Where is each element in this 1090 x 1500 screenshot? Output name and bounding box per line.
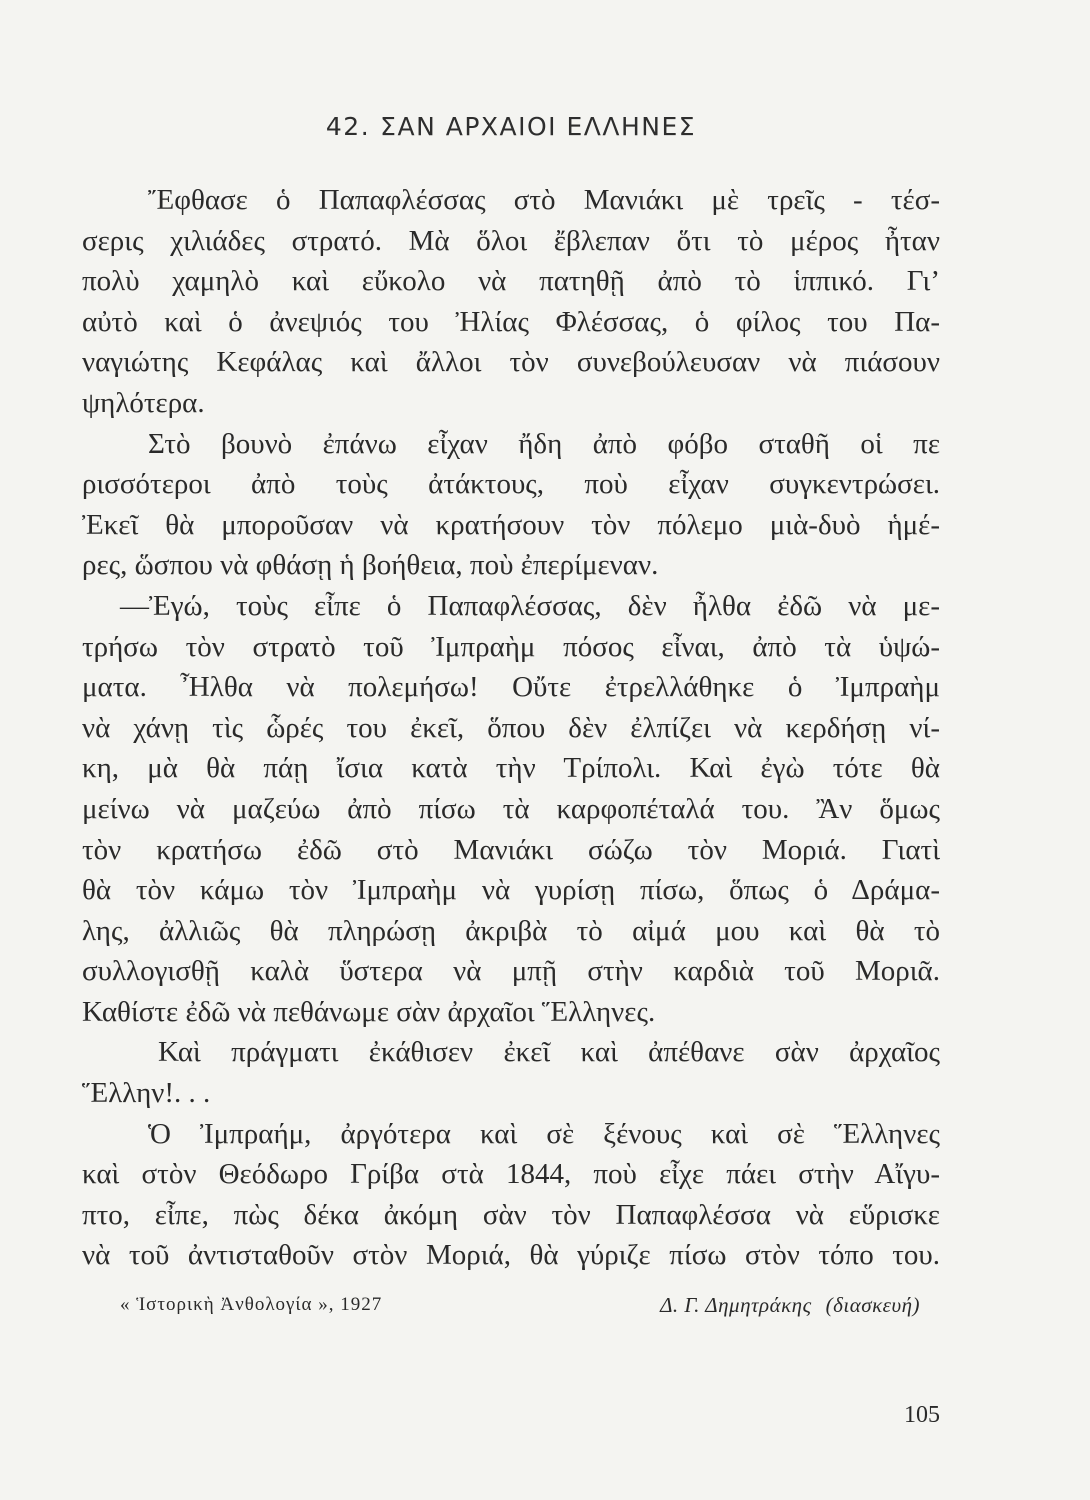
text-line: θὰ τὸν κάμω τὸν Ἰμπραὴμ νὰ γυρίσῃ πίσω, ὅπως ὁ Δράμα- <box>82 874 940 907</box>
source-note: (διασκευή) <box>825 1293 920 1317</box>
text-line: νὰ χάνῃ τὶς ὧρές του ἐκεῖ, ὅπου δὲν ἐλπίζει νὰ κερδήσῃ νί- <box>82 711 940 744</box>
source-citation <box>120 1290 920 1320</box>
paragraph-4 <box>82 1032 940 1113</box>
text-line: ναγιώτης Κεφάλας καὶ ἄλλοι τὸν συνεβούλευσαν νὰ πιάσουν <box>82 346 940 379</box>
text-line: Καθίστε ἐδῶ νὰ πεθάνωμε σὰν ἀρχαῖοι Ἕλληνες. <box>82 995 656 1028</box>
text-line: αὐτὸ καὶ ὁ ἀνεψιός του Ἠλίας Φλέσσας, ὁ φίλος του Πα- <box>82 305 940 338</box>
source-author: Δ. Γ. Δημητράκης <box>660 1293 812 1317</box>
text-line: μείνω νὰ μαζεύω ἀπὸ πίσω τὰ καρφοπέταλά του. Ἂν ὅμως <box>82 792 940 825</box>
text-line: τὸν κρατήσω ἐδῶ στὸ Μανιάκι σώζω τὸν Μοριά. Γιατὶ <box>82 833 940 866</box>
text-line: ψηλότερα. <box>82 386 205 419</box>
chapter-number: 42. <box>325 112 371 141</box>
text-line: ρισσότεροι ἀπὸ τοὺς ἀτάκτους, ποὺ εἶχαν συγκεντρώσει. <box>82 468 940 501</box>
text-line: σερις χιλιάδες στρατό. Μὰ ὅλοι ἔβλεπαν ὅτι τὸ μέρος ἦταν <box>82 224 940 257</box>
text-line: Ἔφθασε ὁ Παπαφλέσσας στὸ Μανιάκι μὲ τρεῖς - τέσ- <box>148 184 940 216</box>
text-line: πτο, εἶπε, πὼς δέκα ἀκόμη σὰν τὸν Παπαφλέσσα νὰ εὕρισκε <box>82 1198 940 1231</box>
text-line: καὶ στὸν Θεόδωρο Γρίβα στὰ 1844, ποὺ εἶχε πάει στὴν Αἴγυ- <box>82 1158 940 1191</box>
text-line: κη, μὰ θὰ πάῃ ἴσια κατὰ τὴν Τρίπολι. Καὶ ἐγὼ τότε θὰ <box>82 752 940 785</box>
chapter-title: ΣΑΝ ΑΡΧΑΙΟΙ ΕΛΛΗΝΕΣ <box>380 112 697 141</box>
text-line: συλλογισθῇ καλὰ ὕστερα νὰ μπῇ στὴν καρδιὰ τοῦ Μοριᾶ. <box>82 955 940 988</box>
paragraph-3 <box>82 586 940 1033</box>
text-line: Ὁ Ἰμπραήμ, ἀργότερα καὶ σὲ ξένους καὶ σὲ Ἕλληνες <box>148 1117 940 1150</box>
source-attribution <box>660 1290 920 1320</box>
text-line: Ἐκεῖ θὰ μποροῦσαν νὰ κρατήσουν τὸν πόλεμο μιὰ-δυὸ ἡμέ- <box>82 508 940 541</box>
text-line: —Ἐγώ, τοὺς εἶπε ὁ Παπαφλέσσας, δὲν ἦλθα ἐδῶ νὰ με- <box>120 589 940 622</box>
text-line: Στὸ βουνὸ ἐπάνω εἶχαν ἤδη ἀπὸ φόβο σταθῆ οἱ πε <box>148 427 940 460</box>
text-line: νὰ τοῦ ἀντισταθοῦν στὸν Μοριά, θὰ γύριζε πίσω στὸν τόπο του. <box>82 1239 940 1272</box>
paragraph-1 <box>82 180 940 424</box>
text-line: τρήσω τὸν στρατὸ τοῦ Ἰμπραὴμ πόσος εἶναι, ἀπὸ τὰ ὑψώ- <box>82 630 940 663</box>
page-number: 105 <box>904 1402 940 1428</box>
chapter-heading <box>82 108 940 146</box>
paragraph-2 <box>82 424 940 586</box>
text-line: ματα. Ἦλθα νὰ πολεμήσω! Οὔτε ἐτρελλάθηκε ὁ Ἰμπραὴμ <box>82 671 940 704</box>
text-line: πολὺ χαμηλὸ καὶ εὔκολο νὰ πατηθῇ ἀπὸ τὸ ἱππικό. Γι’ <box>82 265 940 298</box>
text-line: λης, ἀλλιῶς θὰ πληρώσῃ ἀκριβὰ τὸ αἰμά μου καὶ θὰ τὸ <box>82 914 940 947</box>
text-line: ρες, ὥσπου νὰ φθάσῃ ἡ βοήθεια, ποὺ ἐπερίμεναν. <box>82 549 659 582</box>
paragraph-5 <box>82 1114 940 1276</box>
text-line: Ἕλλην!. . . <box>82 1077 211 1110</box>
story-text <box>82 180 940 1276</box>
text-line: Καὶ πράγματι ἐκάθισεν ἐκεῖ καὶ ἀπέθανε σὰν ἀρχαῖος <box>158 1036 940 1069</box>
source-work: « Ἱστορικὴ Ἀνθολογία », 1927 <box>120 1294 383 1315</box>
